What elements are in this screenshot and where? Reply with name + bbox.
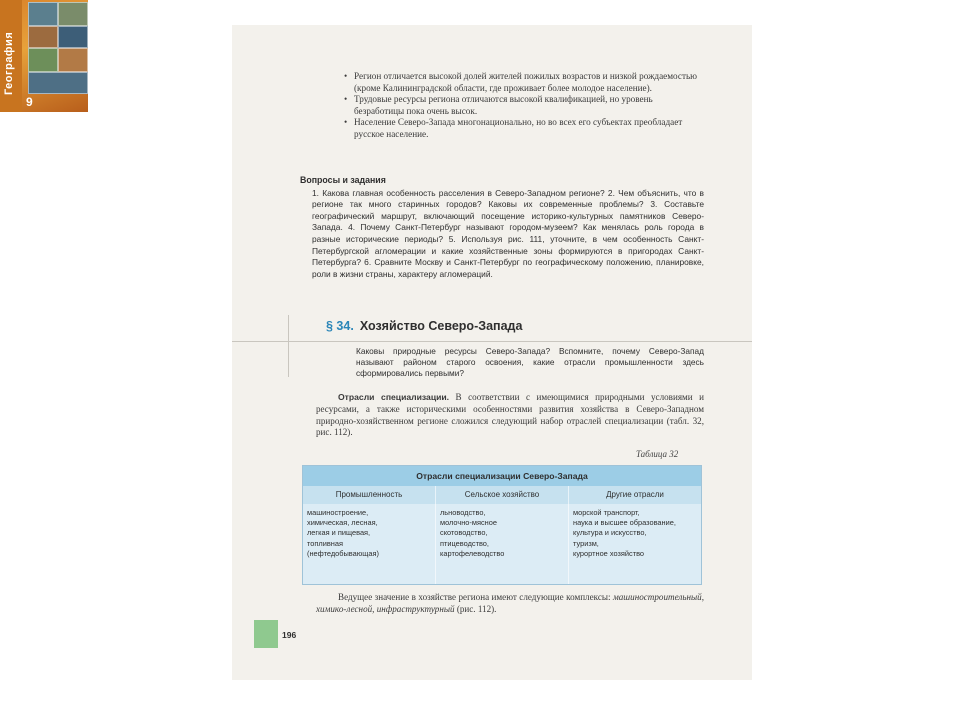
cover-photo — [28, 2, 58, 26]
cover-photo — [58, 2, 88, 26]
book-cover-thumbnail — [0, 0, 88, 112]
paragraph-tail: (рис. 112). — [454, 603, 497, 614]
paragraph-specialization — [316, 392, 704, 439]
cover-photo — [58, 26, 88, 48]
table-cell-industry — [303, 504, 435, 584]
questions-text: 1. Какова главная особенность расселения в Северо-Западном регионе? 2. Чем объяснить, что в регионе так много старинных городов? Каковы их современные проблемы? 3. Составьте географический маршрут, включающий посещение историко-культурных памятников Северо-Запада. 4. Почему Санкт-Петербург называют городом-музеем? Как менялась роль города в разные исторические периоды? 5. Используя рис. 111, уточните, в чем особенность Санкт-Петербургской агломерации и какие хозяйственные зоны формируются в пригородах Санкт-Петербурга? 6. Сравните Москву и Санкт-Петербург по географическому положению, планировке, роли в жизни страны, характеру агломераций. — [312, 187, 704, 279]
bullet-item: • Регион отличается высокой долей жителей пожилых возрастов и низкой рождаемостью (кроме Калининградской области, где проживает более молодое население). — [344, 71, 704, 94]
table-header-cell: Промышленность — [335, 490, 403, 499]
table-body-row — [303, 504, 701, 584]
table-header-cell: Сельское хозяйство — [435, 486, 568, 504]
questions-title: Вопросы и задания — [300, 175, 386, 185]
bullet-item: • Население Северо-Запада многонационально, но во всех его субъектах преобладает русское население. — [344, 117, 704, 140]
specialization-table — [302, 465, 702, 585]
table-cell-line: топливная — [307, 538, 343, 548]
paragraph-italic: машиностроительный, химико-лесной, инфраструктурный — [316, 592, 704, 614]
section-number: § 34. — [326, 319, 354, 333]
table-cell-line: курортное хозяйство — [573, 548, 645, 558]
questions-block — [300, 175, 704, 280]
table-cell-line: молочно-мясное — [440, 518, 497, 528]
table-cell-line: культура и искусство, — [573, 528, 647, 538]
cover-photo — [28, 26, 58, 48]
paragraph-complexes — [316, 592, 704, 616]
table-cell-other — [568, 504, 701, 584]
section-divider-vertical — [288, 315, 289, 377]
section-heading — [326, 319, 522, 333]
table-cell-line: легкая и пищевая, — [307, 528, 371, 538]
table-title: Отрасли специализации Северо-Запада — [303, 466, 701, 486]
paragraph-text: Ведущее значение в хозяйстве региона имеют следующие комплексы: — [338, 592, 613, 602]
table-caption: Таблица 32 — [636, 449, 679, 459]
textbook-page — [232, 25, 752, 680]
section-lead-questions: Каковы природные ресурсы Северо-Запада? Вспомните, почему Северо-Запад называют районом старого освоения, какие отрасли промышленности здесь сформировались первыми? — [356, 346, 704, 379]
table-cell-line: льноводство, — [440, 508, 486, 517]
table-cell-line: скотоводство, — [440, 528, 488, 538]
bullet-list — [344, 71, 704, 141]
table-header-row — [303, 486, 701, 504]
table-cell-line: морской транспорт, — [573, 508, 640, 517]
table-cell-line: птицеводство, — [440, 538, 489, 548]
cover-title: География — [3, 31, 15, 95]
paragraph-text: В соответствии с имеющимися природными условиями и ресурсами, а также историческими особенностями развития хозяйства в Северо-Западном природно-хозяйственном регионе сложился следующий набор отраслей специализации (табл. 32, рис. 112). — [316, 392, 704, 438]
cover-photo — [28, 48, 58, 72]
bullet-item: • Трудовые ресурсы региона отличаются высокой квалификацией, но уровень безработицы пока очень высок. — [344, 94, 704, 117]
page-number: 196 — [282, 630, 297, 640]
table-cell-line: химическая, лесная, — [307, 518, 378, 528]
paragraph-heading: Отрасли специализации. — [338, 392, 450, 402]
table-cell-line: наука и высшее образование, — [573, 518, 676, 528]
table-cell-agriculture — [435, 504, 568, 584]
table-cell-line: (нефтедобывающая) — [307, 548, 379, 558]
table-cell-line: туризм, — [573, 538, 599, 548]
section-title: Хозяйство Северо-Запада — [359, 319, 523, 333]
page-color-tab — [254, 620, 278, 648]
cover-photo — [28, 72, 88, 94]
section-divider-horizontal — [232, 341, 752, 342]
table-header-cell: Другие отрасли — [568, 486, 701, 504]
cover-grade: 9 — [26, 95, 33, 109]
cover-photo — [58, 48, 88, 72]
table-cell-line: машиностроение, — [307, 508, 369, 517]
table-cell-line: картофелеводство — [440, 548, 505, 558]
